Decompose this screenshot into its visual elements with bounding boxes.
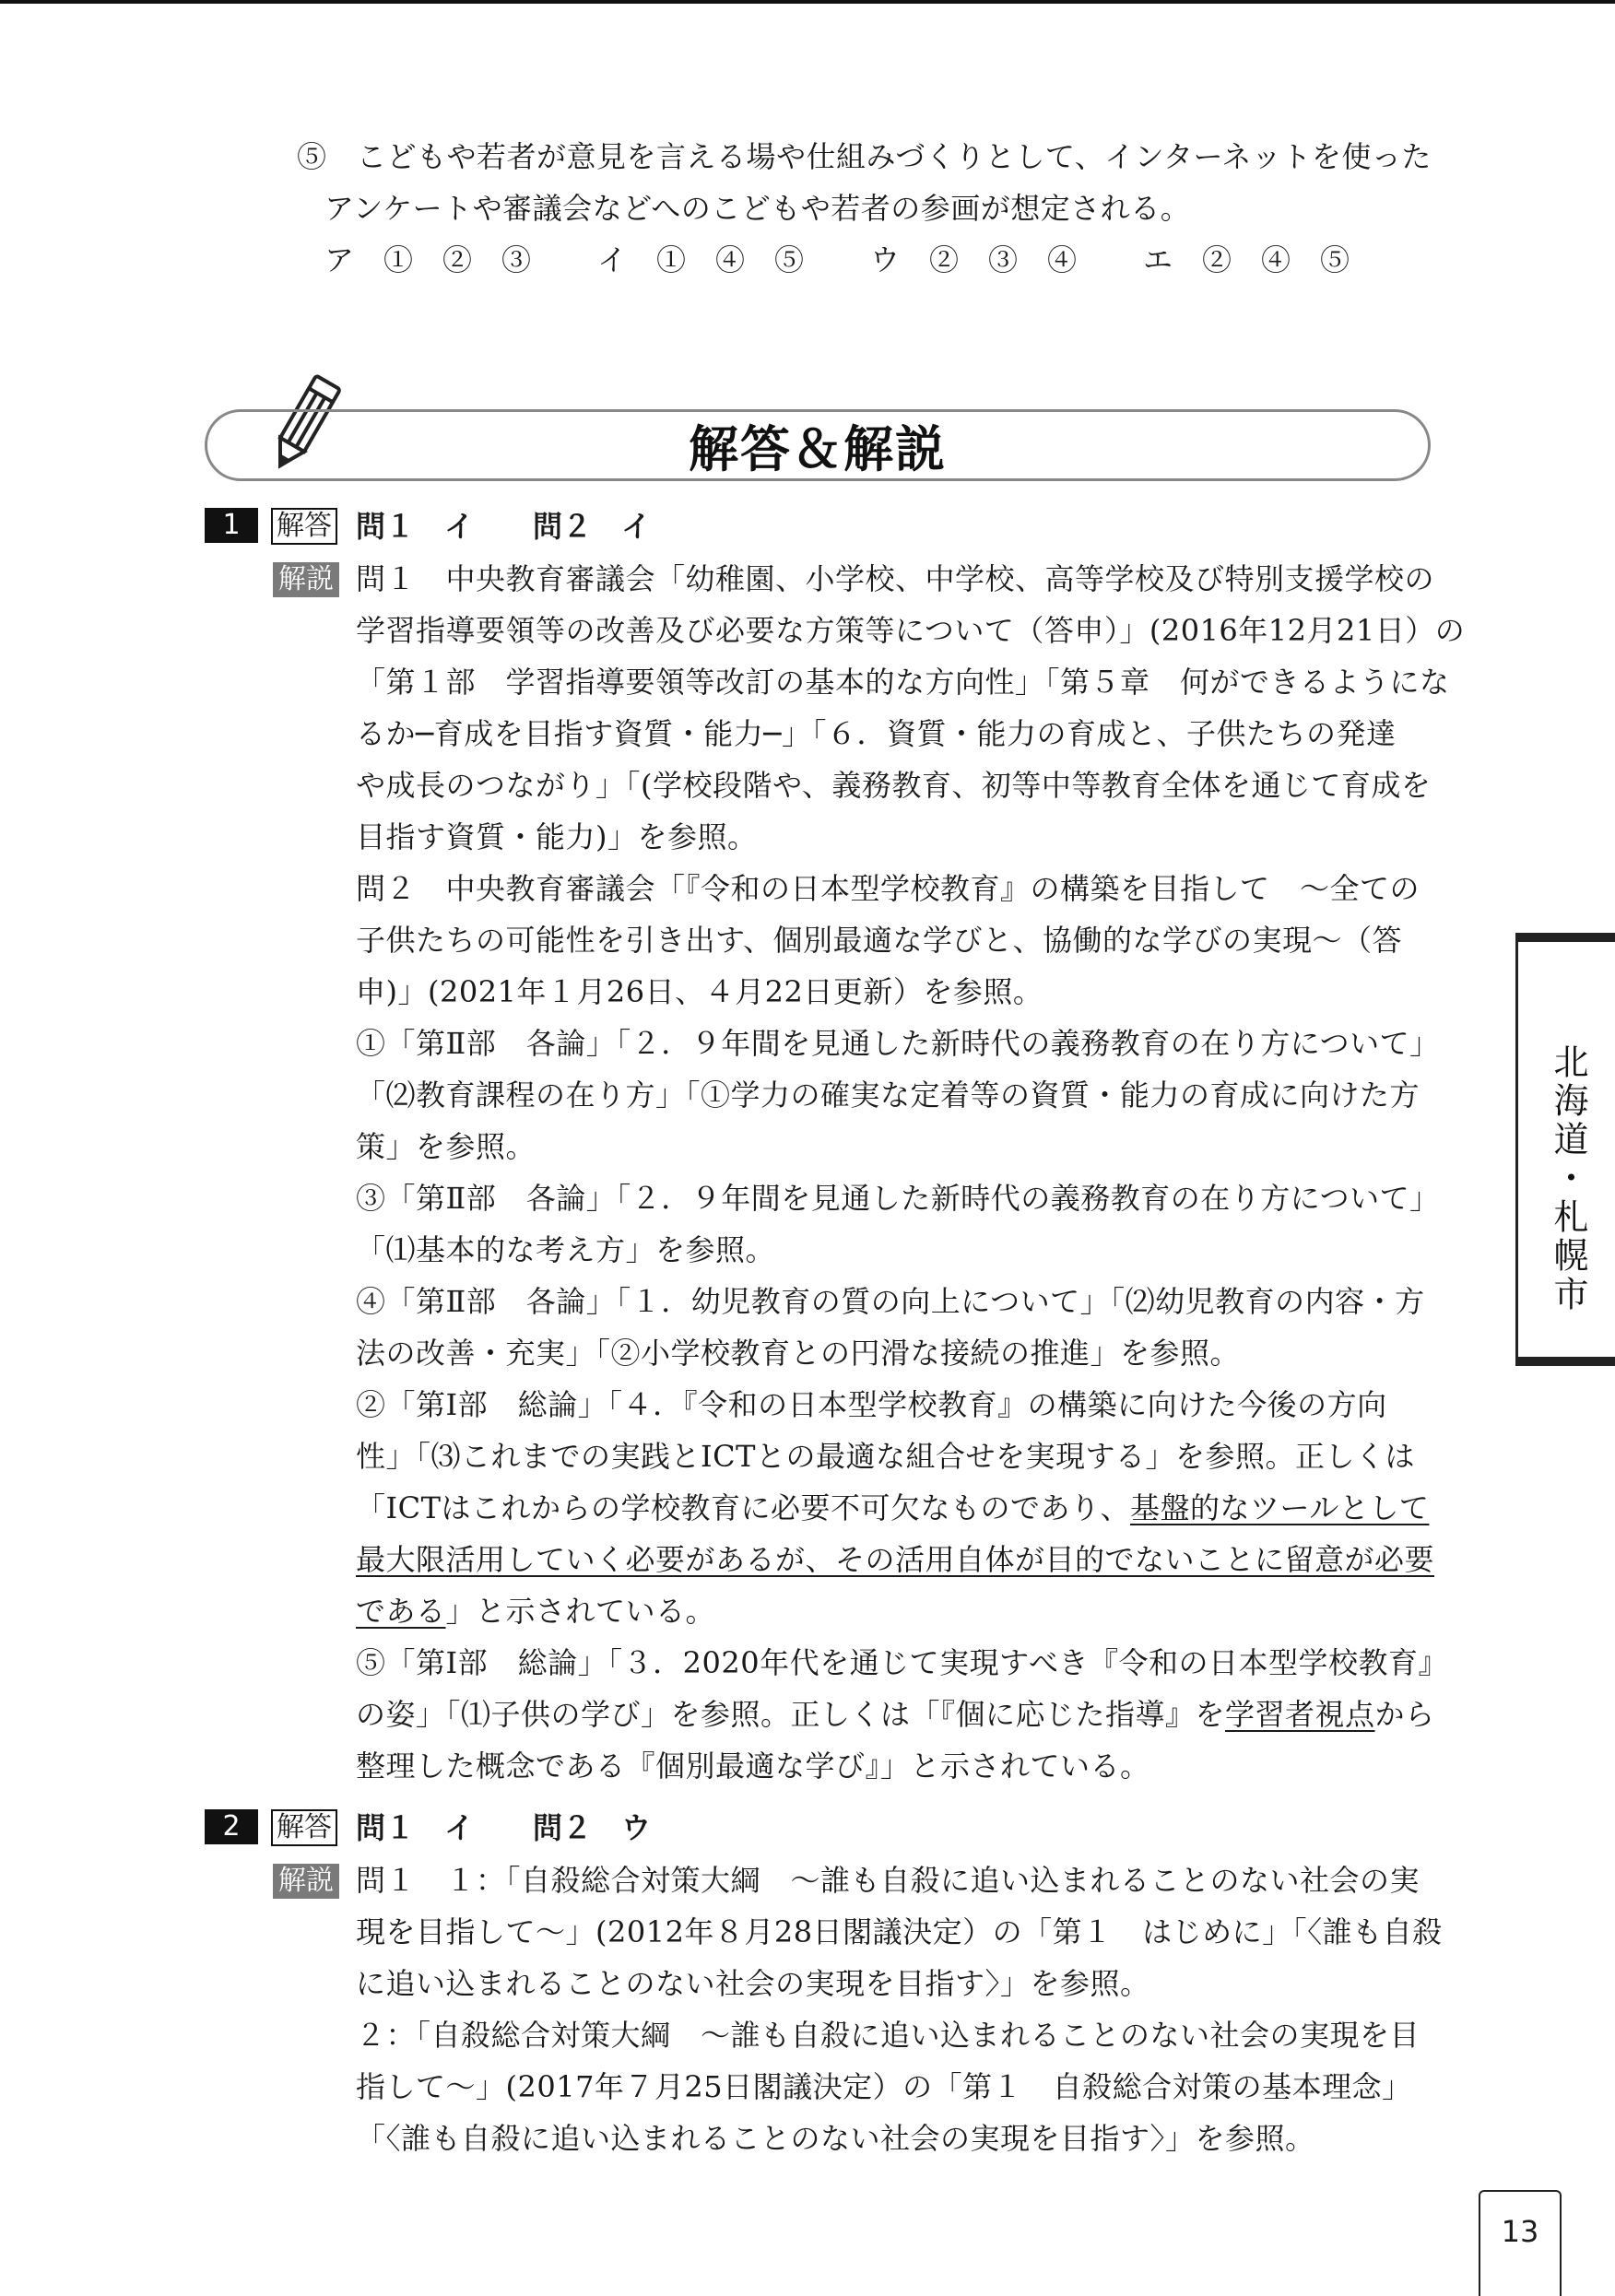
explain-line: ③「第Ⅱ部 各論」「２．９年間を見通した新時代の義務教育の在り方について」 [356,1181,1440,1216]
explain-line: 整理した概念である『個別最適な学び』」と示されている。 [356,1748,1150,1784]
underlined-text: 学習者視点 [1225,1697,1375,1732]
section-2-answer-label: 解答 [271,1809,337,1846]
tab-bar-top [1515,933,1615,942]
explain-line: 「第１部 学習指導要領等改訂の基本的な方向性」「第５章 何ができるようにな [356,665,1450,700]
option-a: ア ① ② ③ [324,242,532,277]
option-i: イ ① ④ ⑤ [597,242,805,277]
section-2-answer: 問１ イ 問２ ウ [356,1810,652,1845]
explain-line: や成長のつながり」「(学校段階や、義務教育、初等中等教育全体を通じて育成を [356,768,1432,803]
explain-line: 学習指導要領等の改善及び必要な方策等について（答申）」(2016年12月21日）の [356,613,1466,648]
explain-text: から [1374,1697,1435,1732]
page-number: 13 [1479,2190,1562,2296]
explain-line: るか─育成を目指す資質・能力─」「６．資質・能力の育成と、子供たちの発達 [356,716,1397,751]
question-line-2: アンケートや審議会などへのこどもや若者の参画が想定される。 [324,191,1191,226]
explain-line: 策」を参照。 [356,1129,536,1164]
explain-text: 「ICTはこれからの学校教育に必要不可欠なものであり、 [356,1490,1130,1525]
explain-line: ①「第Ⅱ部 各論」「２．９年間を見通した新時代の義務教育の在り方について」 [356,1026,1440,1061]
section-1-answer: 問１ イ 問２ イ [356,509,652,544]
section-1-explain-label: 解説 [273,562,339,597]
explain-line: ②「第Ⅰ部 総論」「４．『令和の日本型学校教育』の構築に向けた今後の方向 [356,1387,1387,1422]
section-1-answer-label: 解答 [271,508,337,545]
section-2-number: 2 [205,1809,258,1844]
explain-line: ⑤「第Ⅰ部 総論」「３．2020年代を通じて実現すべき『令和の日本型学校教育』 [356,1645,1448,1680]
answer-options [297,241,1440,278]
banner-title: 解答＆解説 [689,419,947,478]
section-1-number: 1 [205,508,258,543]
question-tail [297,138,1440,278]
underlined-text: である [356,1594,446,1629]
explain-line: 問２ 中央教育審議会「『令和の日本型学校教育』の構築を目指して ～全ての [356,871,1420,906]
question-line-1: ⑤ こどもや若者が意見を言える場や仕組みづくりとして、インターネットを使った [297,139,1432,174]
tab-divider [1515,933,1518,1366]
section-2-explain-label: 解説 [273,1864,339,1899]
explain-line: 「〈誰も自殺に追い込まれることのない社会の実現を目指す〉」を参照。 [356,2121,1315,2156]
option-e: エ ② ④ ⑤ [1143,242,1350,277]
top-rule [0,0,1615,4]
option-u: ウ ② ③ ④ [870,242,1078,277]
tab-bar-bottom [1515,1357,1615,1366]
explain-line: 申)」(2021年１月26日、４月22日更新）を参照。 [356,974,1043,1009]
explain-line: 問１ 中央教育審議会「幼稚園、小学校、中学校、高等学校及び特別支援学校の [356,561,1435,596]
region-label: 北海道・札幌市 [1548,1043,1588,1314]
explain-text: 」と示されている。 [445,1594,716,1629]
explain-line: 子供たちの可能性を引き出す、個別最適な学びと、協働的な学びの実現～（答 [356,923,1402,958]
explain-text: の姿」「⑴子供の学び」を参照。正しくは「『個に応じた指導』を [356,1697,1226,1732]
explain-line: 性」「⑶これまでの実践とICTとの最適な組合せを実現する」を参照。正しくは [356,1439,1415,1474]
explain-line: 「⑵教育課程の在り方」「①学力の確実な定着等の資質・能力の育成に向けた方 [356,1077,1420,1113]
explain-line: ④「第Ⅱ部 各論」「１．幼児教育の質の向上について」「⑵幼児教育の内容・方 [356,1284,1425,1319]
explain-line [356,1696,1435,1733]
explain-line: 現を目指して～」(2012年８月28日閣議決定）の「第１ はじめに」「〈誰も自殺 [356,1914,1443,1949]
explain-line: 目指す資質・能力)」を参照。 [356,819,758,854]
underlined-text: 基盤的なツールとして [1129,1490,1430,1525]
explain-line: 問１ １：「自殺総合対策大綱 ～誰も自殺に追い込まれることのない社会の実 [356,1863,1420,1898]
explain-line [356,1541,1434,1578]
explain-line [356,1593,715,1630]
explain-line: ２：「自殺総合対策大綱 ～誰も自殺に追い込まれることのない社会の実現を目 [356,2018,1420,2053]
answer-banner [205,409,1431,481]
side-region-tab [1515,933,1615,1366]
explain-line: 「⑴基本的な考え方」を参照。 [356,1232,776,1267]
explain-line [356,1489,1429,1526]
explain-line: 法の改善・充実」「②小学校教育との円滑な接続の推進」を参照。 [356,1336,1241,1371]
underlined-text: 最大限活用していく必要があるが、その活用自体が目的でないことに留意が必要 [356,1542,1435,1577]
explain-line: 指して～」(2017年７月25日閣議決定）の「第１ 自殺総合対策の基本理念」 [356,2069,1412,2104]
explain-line: に追い込まれることのない社会の実現を目指す〉」を参照。 [356,1966,1150,2001]
